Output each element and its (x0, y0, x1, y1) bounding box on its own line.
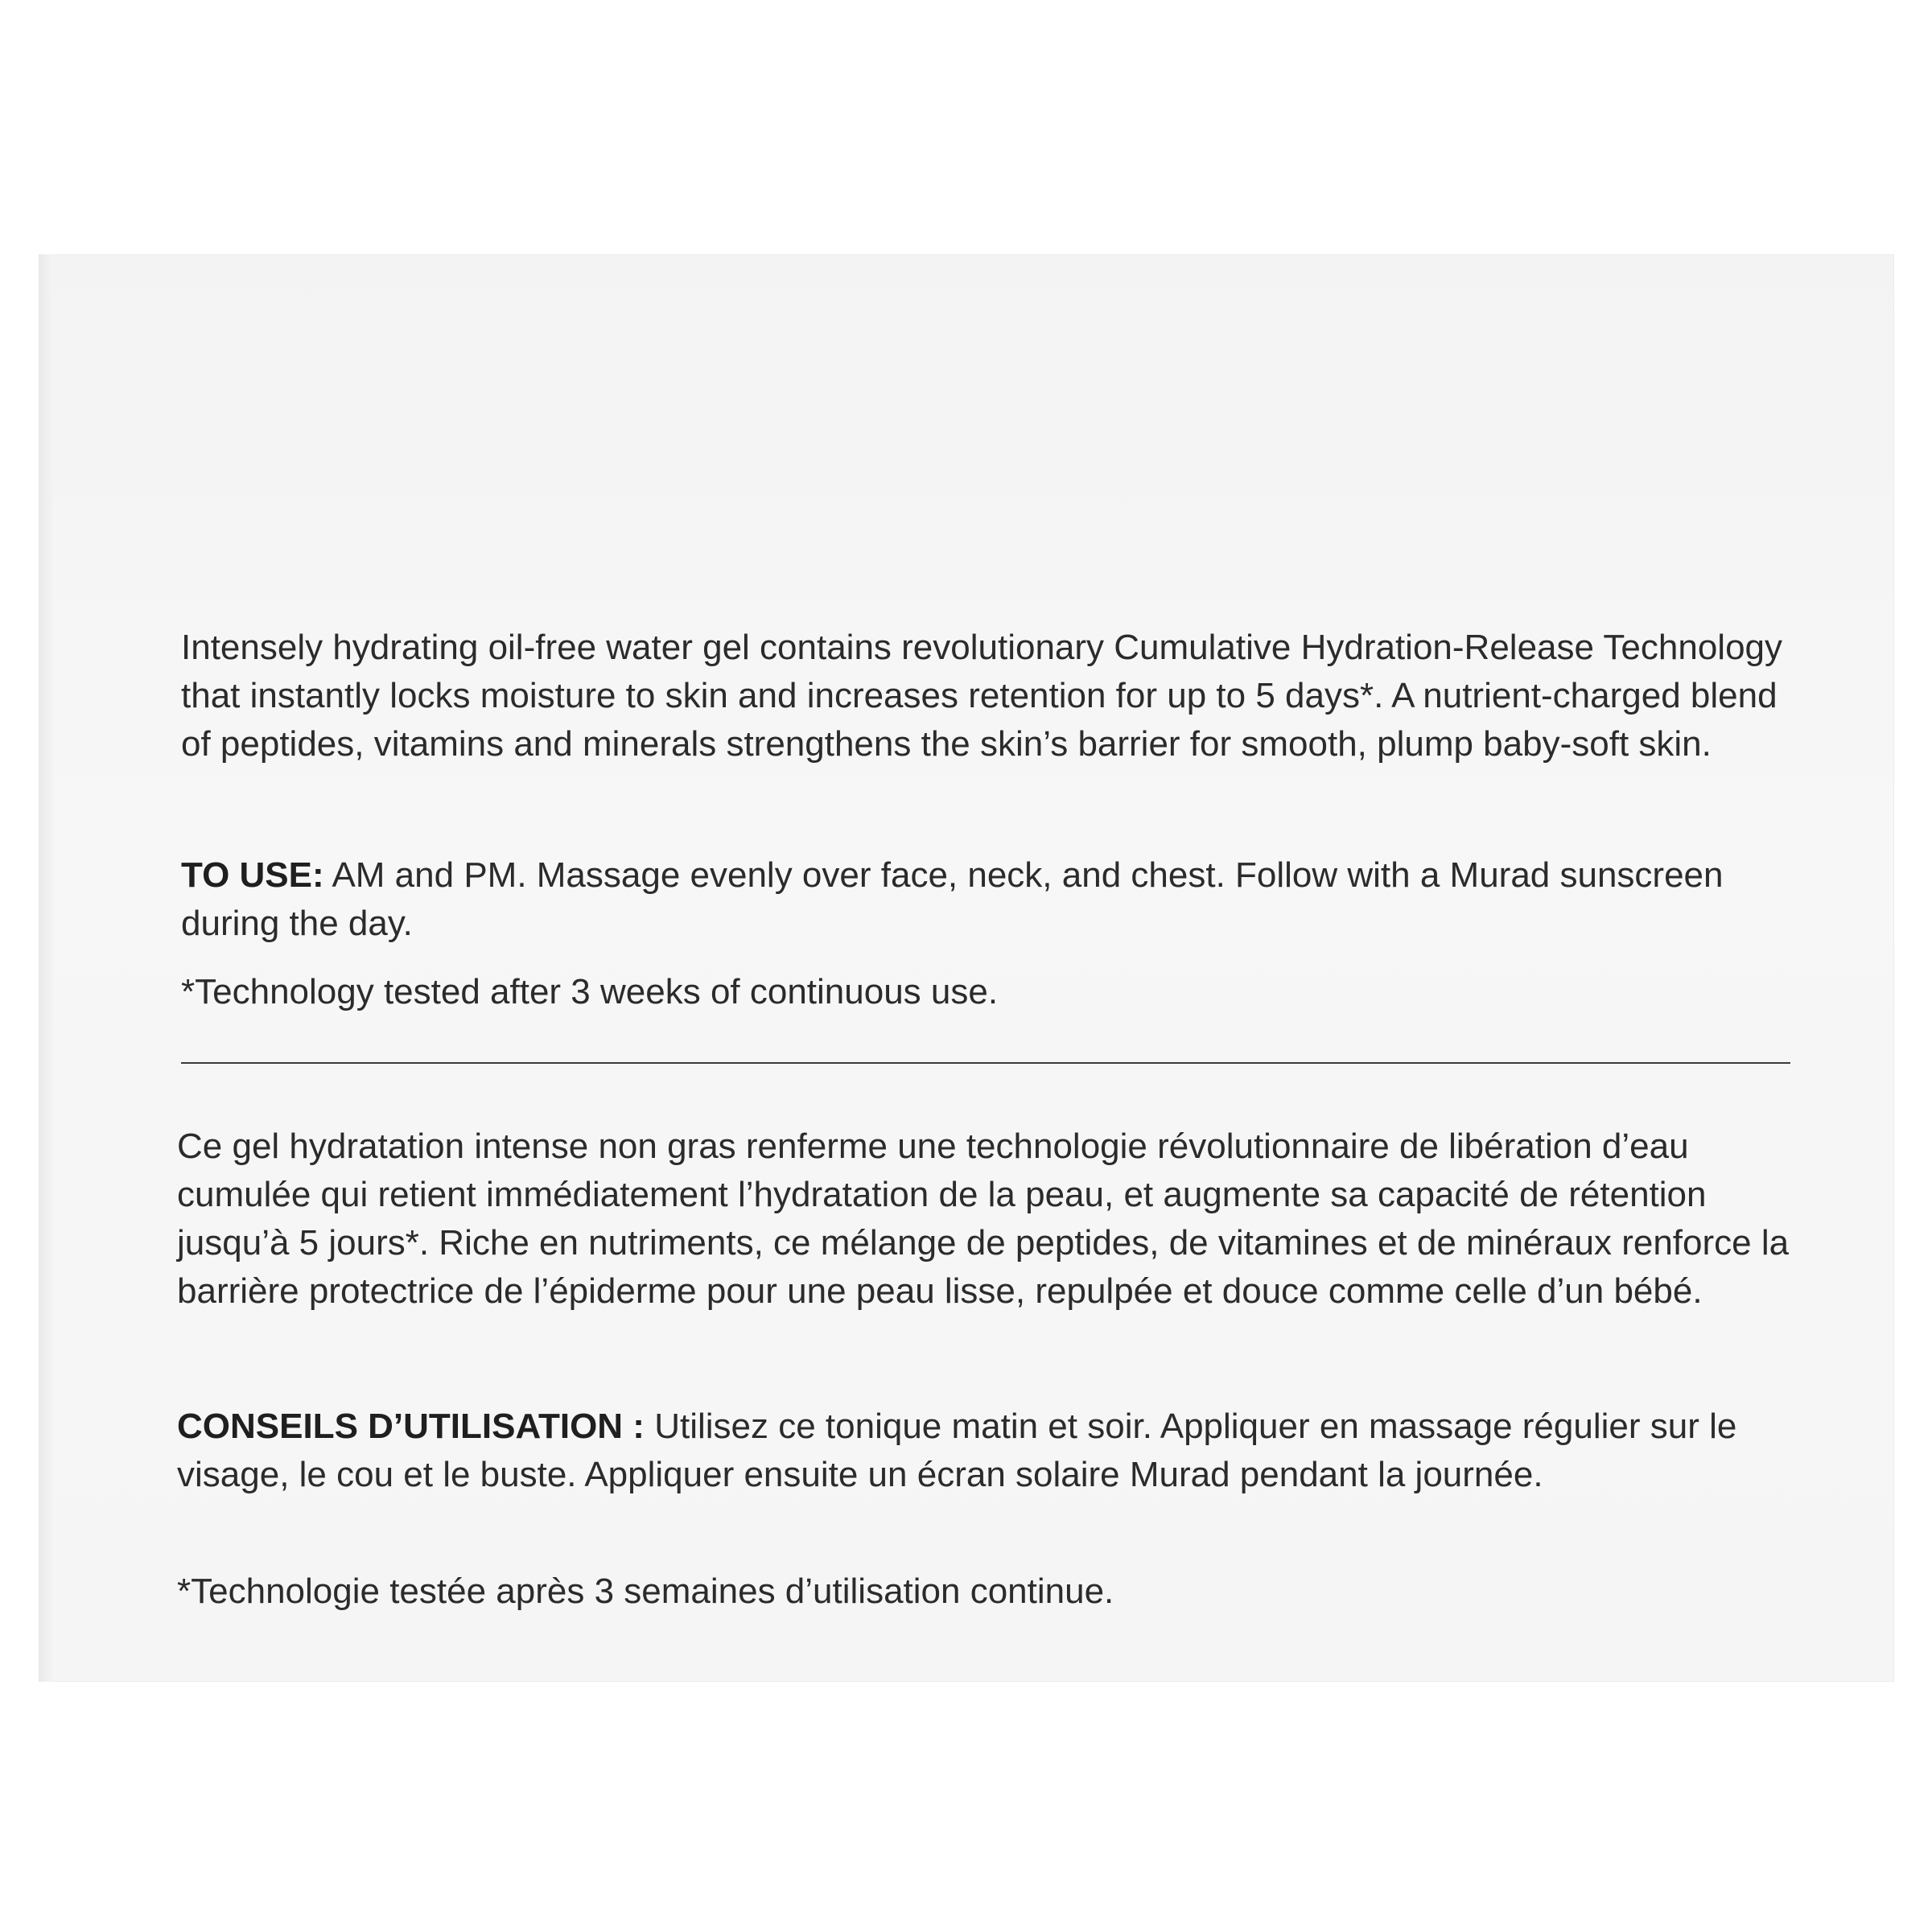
english-usage-label: TO USE: (181, 855, 324, 895)
french-usage-text: Utilisez ce tonique matin et soir. Appliquer en massage régulier sur le visage, le cou et le buste. Appliquer ensuite un écran solaire Murad pendant la journée. (177, 1407, 1737, 1494)
french-usage-label: CONSEILS D’UTILISATION : (177, 1407, 645, 1446)
french-description: Ce gel hydratation intense non gras renferme une technologie révolutionnaire de libération d’eau cumulée qui retient immédiatement l’hydratation de la peau, et augmente sa capacité de rétention jusqu’à 5 jours*. Riche en nutriments, ce mélange de peptides, de vitamines et de minéraux renforce la barrière protectrice de l’épiderme pour une peau lisse, repulpée et douce comme celle d’un bébé. (177, 1127, 1790, 1311)
french-footnote: *Technologie testée après 3 semaines d’utilisation continue. (177, 1572, 1114, 1611)
english-usage-text: AM and PM. Massage evenly over face, neck, and chest. Follow with a Murad sunscreen during the day. (181, 855, 1724, 943)
english-usage-instructions (181, 851, 1798, 948)
english-footnote: *Technology tested after 3 weeks of continuous use. (181, 972, 999, 1011)
french-usage-instructions (177, 1403, 1794, 1499)
language-divider (181, 1062, 1790, 1064)
english-description: Intensely hydrating oil-free water gel contains revolutionary Cumulative Hydration-Release Technology that instantly locks moisture to skin and increases retention for up to 5 days*. A nutrient-charged blend of peptides, vitamins and minerals strengthens the skin’s barrier for smooth, plump baby-soft skin. (181, 628, 1783, 764)
